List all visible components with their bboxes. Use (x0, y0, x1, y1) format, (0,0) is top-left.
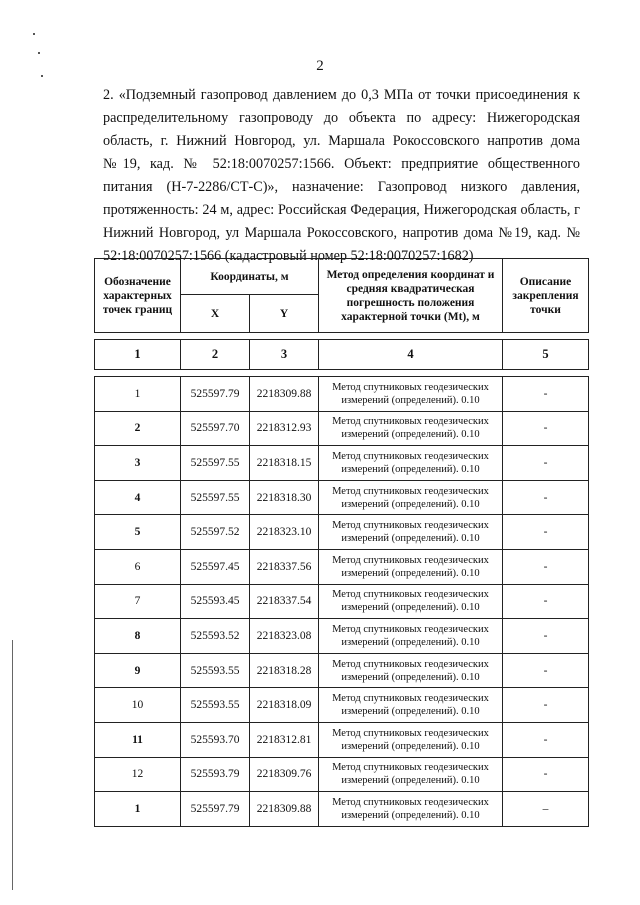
method-cell: Метод спутниковых геодезических измерений (определений). 0.10 (319, 688, 503, 723)
y-coordinate-cell: 2218323.10 (250, 515, 319, 550)
fixing-cell: - (503, 653, 589, 688)
header-coordinates: Координаты, м (181, 259, 319, 295)
method-cell: Метод спутниковых геодезических измерений (определений). 0.10 (319, 757, 503, 792)
header-method: Метод определения координат и средняя квадратическая погрешность положения характерной точки (Mt), м (319, 259, 503, 333)
point-cell: 8 (95, 619, 181, 654)
point-cell: 4 (95, 480, 181, 515)
header-fixing: Описание закрепления точки (503, 259, 589, 333)
x-coordinate-cell: 525593.70 (181, 722, 250, 757)
x-coordinate-cell: 525597.79 (181, 792, 250, 827)
header-x: X (181, 295, 250, 333)
table-row (95, 446, 589, 481)
y-coordinate-cell: 2218309.76 (250, 757, 319, 792)
header-designation: Обозначение характерных точек границ (95, 259, 181, 333)
column-number: 5 (503, 340, 589, 370)
body-paragraph: 2. «Подземный газопровод давлением до 0,3 МПа от точки присоединения к распределительному газопроводу до объекта по адресу: Нижегородская область, г. Нижний Новгород, ул. Маршала Рокоссовского напротив дома №19, кад. № 52:18:0070257:1566. Объект: предприятие общественного питания (Н-7-2286/СТ-С)», назначение: Газопровод низкого давления, протяженность: 24 м, адрес: Российская Федерация, Нижегородская область, г Нижний Новгород, ул Маршала Рокоссовского, напротив дома №19, кад. № 52:18:0070257:1566 (кадастровый номер 52:18:0070257:1682) (103, 87, 580, 264)
x-coordinate-cell: 525593.55 (181, 688, 250, 723)
x-coordinate-cell: 525593.52 (181, 619, 250, 654)
method-cell: Метод спутниковых геодезических измерений (определений). 0.10 (319, 411, 503, 446)
y-coordinate-cell: 2218318.15 (250, 446, 319, 481)
point-cell: 12 (95, 757, 181, 792)
scan-speck (38, 52, 40, 54)
point-cell: 11 (95, 722, 181, 757)
table-row (95, 757, 589, 792)
point-cell: 1 (95, 377, 181, 412)
method-cell: Метод спутниковых геодезических измерений (определений). 0.10 (319, 377, 503, 412)
method-cell: Метод спутниковых геодезических измерений (определений). 0.10 (319, 549, 503, 584)
header-gap (95, 333, 589, 340)
method-cell: Метод спутниковых геодезических измерений (определений). 0.10 (319, 480, 503, 515)
column-number: 4 (319, 340, 503, 370)
scan-speck (41, 75, 43, 77)
y-coordinate-cell: 2218312.81 (250, 722, 319, 757)
method-cell: Метод спутниковых геодезических измерений (определений). 0.10 (319, 584, 503, 619)
x-coordinate-cell: 525593.45 (181, 584, 250, 619)
fixing-cell: - (503, 515, 589, 550)
fixing-cell: - (503, 446, 589, 481)
y-coordinate-cell: 2218309.88 (250, 792, 319, 827)
method-cell: Метод спутниковых геодезических измерений (определений). 0.10 (319, 792, 503, 827)
point-cell: 9 (95, 653, 181, 688)
table-body (95, 377, 589, 827)
x-coordinate-cell: 525597.52 (181, 515, 250, 550)
x-coordinate-cell: 525593.79 (181, 757, 250, 792)
table-row (95, 549, 589, 584)
column-number: 1 (95, 340, 181, 370)
table-row (95, 584, 589, 619)
method-cell: Метод спутниковых геодезических измерений (определений). 0.10 (319, 722, 503, 757)
table-row (95, 515, 589, 550)
y-coordinate-cell: 2218337.54 (250, 584, 319, 619)
y-coordinate-cell: 2218309.88 (250, 377, 319, 412)
table-row (95, 792, 589, 827)
table-row (95, 653, 589, 688)
point-cell: 6 (95, 549, 181, 584)
coordinates-table (94, 258, 589, 827)
method-cell: Метод спутниковых геодезических измерений (определений). 0.10 (319, 446, 503, 481)
fixing-cell: - (503, 411, 589, 446)
fixing-cell: - (503, 584, 589, 619)
y-coordinate-cell: 2218323.08 (250, 619, 319, 654)
y-coordinate-cell: 2218318.30 (250, 480, 319, 515)
x-coordinate-cell: 525597.45 (181, 549, 250, 584)
fixing-cell: - (503, 377, 589, 412)
scan-margin-line (12, 640, 13, 890)
scan-speck (33, 33, 35, 35)
fixing-cell: - (503, 549, 589, 584)
fixing-cell: – (503, 792, 589, 827)
table-row (95, 411, 589, 446)
x-coordinate-cell: 525593.55 (181, 653, 250, 688)
x-coordinate-cell: 525597.55 (181, 480, 250, 515)
table-row (95, 480, 589, 515)
table-row (95, 688, 589, 723)
point-cell: 10 (95, 688, 181, 723)
y-coordinate-cell: 2218318.09 (250, 688, 319, 723)
table-row (95, 722, 589, 757)
point-cell: 2 (95, 411, 181, 446)
fixing-cell: - (503, 480, 589, 515)
y-coordinate-cell: 2218337.56 (250, 549, 319, 584)
fixing-cell: - (503, 619, 589, 654)
column-number: 2 (181, 340, 250, 370)
header-y: Y (250, 295, 319, 333)
column-number: 3 (250, 340, 319, 370)
y-coordinate-cell: 2218312.93 (250, 411, 319, 446)
y-coordinate-cell: 2218318.28 (250, 653, 319, 688)
table-row (95, 619, 589, 654)
header-gap (95, 370, 589, 377)
point-cell: 7 (95, 584, 181, 619)
x-coordinate-cell: 525597.79 (181, 377, 250, 412)
page-number: 2 (316, 58, 324, 74)
table-row (95, 377, 589, 412)
method-cell: Метод спутниковых геодезических измерений (определений). 0.10 (319, 515, 503, 550)
point-cell: 3 (95, 446, 181, 481)
fixing-cell: - (503, 722, 589, 757)
point-cell: 1 (95, 792, 181, 827)
x-coordinate-cell: 525597.55 (181, 446, 250, 481)
x-coordinate-cell: 525597.70 (181, 411, 250, 446)
fixing-cell: - (503, 688, 589, 723)
fixing-cell: - (503, 757, 589, 792)
point-cell: 5 (95, 515, 181, 550)
method-cell: Метод спутниковых геодезических измерений (определений). 0.10 (319, 653, 503, 688)
method-cell: Метод спутниковых геодезических измерений (определений). 0.10 (319, 619, 503, 654)
